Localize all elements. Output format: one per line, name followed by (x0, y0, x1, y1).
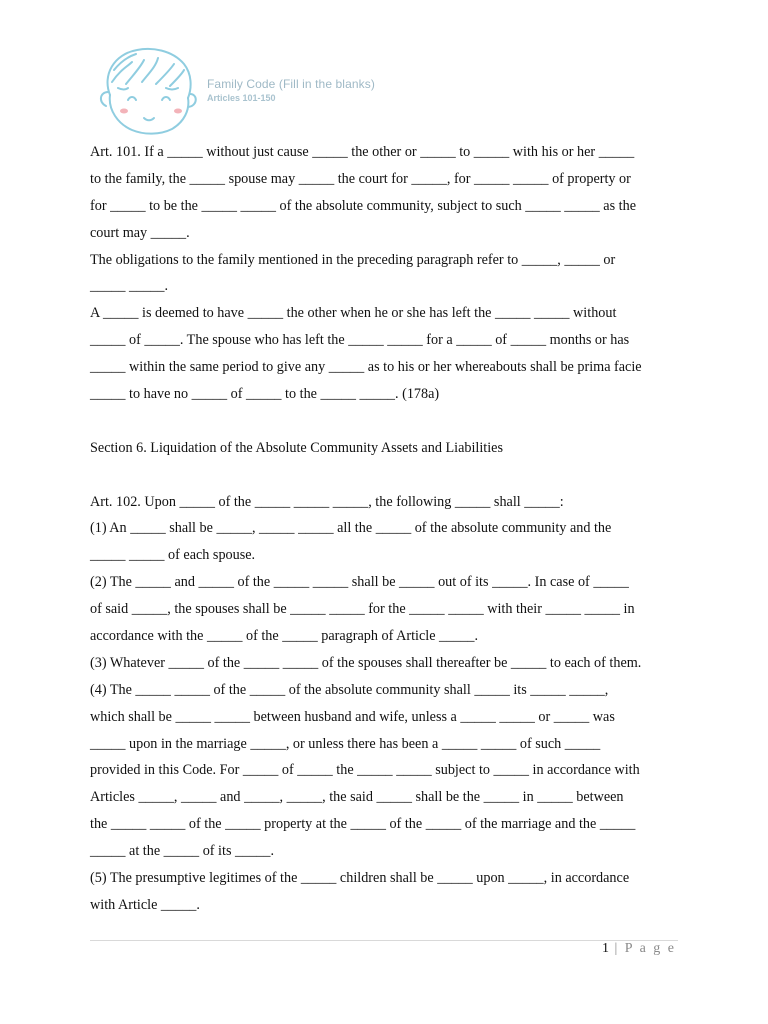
text-line: (2) The _____ and _____ of the _____ _____ shall be _____ out of its _____. In case of _____ (90, 574, 629, 591)
page-number: 1 (602, 941, 609, 956)
text-line: for _____ to be the _____ _____ of the absolute community, subject to such _____ _____ as the (90, 197, 637, 214)
text-line: _____ of _____. The spouse who has left the _____ _____ for a _____ of _____ months or has (90, 332, 630, 349)
text-line: court may _____. (90, 224, 190, 241)
header-subtitle: Articles 101-150 (207, 93, 276, 103)
section-heading: Section 6. Liquidation of the Absolute Community Assets and Liabilities (90, 439, 503, 456)
text-line: (5) The presumptive legitimes of the _____ children shall be _____ upon _____, in accordance (90, 870, 630, 887)
blank-line (90, 408, 690, 435)
text-line: (3) Whatever _____ of the _____ _____ of the spouses shall thereafter be _____ to each of them. (90, 654, 642, 671)
text-line: A _____ is deemed to have _____ the other when he or she has left the _____ _____ without (90, 305, 617, 322)
text-line: which shall be _____ _____ between husband and wife, unless a _____ _____ or _____ was (90, 708, 615, 725)
text-line: (1) An _____ shall be _____, _____ _____ all the _____ of the absolute community and the (90, 520, 612, 537)
page-footer (602, 941, 676, 957)
text-line: _____ _____. (90, 278, 169, 295)
text-line: _____ to have no _____ of _____ to the _____ _____. (178a) (90, 386, 440, 403)
page-label: | P a g e (609, 941, 676, 956)
text-line: of said _____, the spouses shall be _____ _____ for the _____ _____ with their _____ _____ in (90, 601, 635, 618)
header-title: Family Code (Fill in the blanks) (207, 77, 375, 91)
text-line: _____ at the _____ of its _____. (90, 843, 275, 860)
text-line: provided in this Code. For _____ of _____ the _____ _____ subject to _____ in accordance with (90, 762, 640, 779)
document-body (90, 139, 690, 919)
chibi-face-logo-icon (92, 40, 202, 140)
text-line: Articles _____, _____ and _____, _____, the said _____ shall be the _____ in _____ between (90, 789, 624, 806)
text-line: Art. 101. If a _____ without just cause _____ the other or _____ to _____ with his or her _____ (90, 144, 635, 160)
text-line: to the family, the _____ spouse may _____ the court for _____, for _____ _____ of property or (90, 170, 631, 187)
footer-divider (90, 940, 678, 941)
text-line: (4) The _____ _____ of the _____ of the absolute community shall _____ its _____ _____, (90, 681, 609, 698)
text-line: The obligations to the family mentioned in the preceding paragraph refer to _____, _____ or (90, 251, 616, 268)
text-line: the _____ _____ of the _____ property at the _____ of the _____ of the marriage and the _____ (90, 816, 636, 833)
text-line: Art. 102. Upon _____ of the _____ _____ _____, the following _____ shall _____: (90, 493, 564, 510)
blank-line (90, 462, 690, 489)
document-header (207, 77, 375, 103)
text-line: _____ within the same period to give any _____ as to his or her whereabouts shall be prima facie (90, 359, 642, 376)
text-line: with Article _____. (90, 896, 200, 913)
text-line: accordance with the _____ of the _____ paragraph of Article _____. (90, 628, 479, 645)
text-line: _____ _____ of each spouse. (90, 547, 256, 564)
text-line: _____ upon in the marriage _____, or unless there has been a _____ _____ of such _____ (90, 735, 601, 752)
